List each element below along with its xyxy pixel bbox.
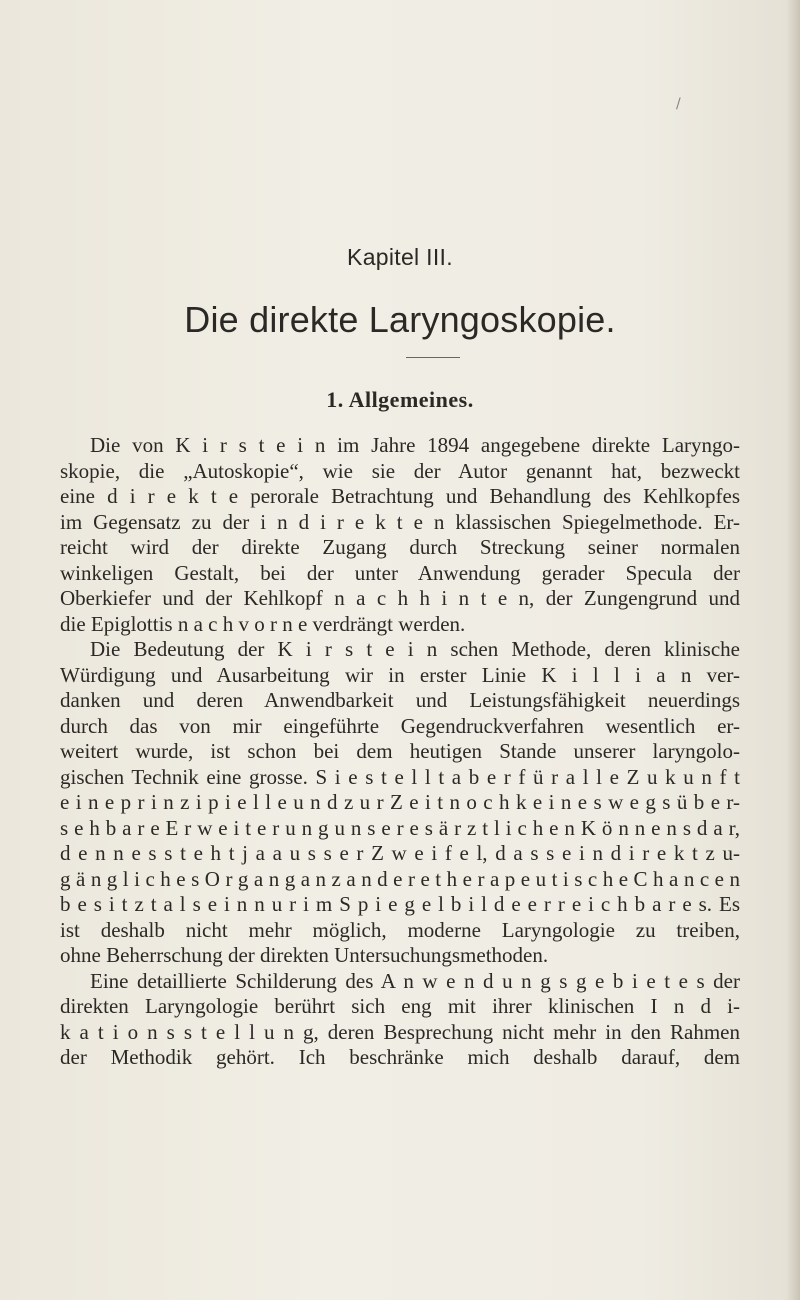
section-heading: 1. Allgemeines. xyxy=(326,387,474,412)
text-line: durch das von mir eingeführte Gegendruckverfahren wesentlich er- xyxy=(60,713,740,738)
text-line: direkten Laryngologie berührt sich eng mit ihrer klinischen I n d i- xyxy=(60,994,740,1018)
text-line: d e n n e s s t e h t j a a u s s e r Z w e i f e l, d a s s e i n d i r e k t z u- xyxy=(60,841,740,865)
text-line: g ä n g l i c h e s O r g a n g a n z a n d e r e t h e r a p e u t i s c h e C h a n c e n xyxy=(60,866,740,891)
text-line: Oberkiefer und der Kehlkopf n a c h h i n t e n, der Zungengrund und xyxy=(60,586,740,610)
title-divider xyxy=(406,357,460,358)
text-line: gischen Technik eine grosse. S i e s t e l l t a b e r f ü r a l l e Z u k u n f t xyxy=(60,764,740,789)
text-line: k a t i o n s s t e l l u n g, deren Besprechung nicht mehr in den Rahmen xyxy=(60,1019,740,1044)
text-line: im Gegensatz zu der i n d i r e k t e n klassischen Spiegelmethode. Er- xyxy=(60,509,740,534)
text-line: e i n e p r i n z i p i e l l e u n d z u r Z e i t n o c h k e i n e s w e g s ü b e r- xyxy=(60,790,740,814)
text-line: Würdigung und Ausarbeitung wir in erster Linie K i l l i a n ver- xyxy=(60,662,740,687)
text-line: ohne Beherrschung der direkten Untersuchungsmethoden. xyxy=(60,943,549,967)
text-line: Die Bedeutung der K i r s t e i n schen Methode, deren klinische xyxy=(90,637,740,661)
text-line: danken und deren Anwendbarkeit und Leistungsfähigkeit neuerdings xyxy=(60,688,740,712)
page-edge-shadow xyxy=(786,0,800,1300)
text-line: s e h b a r e E r w e i t e r u n g u n s e r e s ä r z t l i c h e n K ö n n e n s d a r, xyxy=(60,815,740,840)
text-line: ist deshalb nicht mehr möglich, moderne Laryngologie zu treiben, xyxy=(60,917,740,942)
text-line: eine d i r e k t e perorale Betrachtung und Behandlung des Kehlkopfes xyxy=(60,484,740,508)
page-title: Die direkte Laryngoskopie. xyxy=(184,299,616,340)
text-line: skopie, die „Autoskopie“, wie sie der Autor genannt hat, bezweckt xyxy=(60,458,740,483)
text-line: die Epiglottis n a c h v o r n e verdrängt werden. xyxy=(60,611,466,636)
text-line: der Methodik gehört. Ich beschränke mich deshalb darauf, dem xyxy=(60,1045,740,1069)
text-line: Eine detaillierte Schilderung des A n w e n d u n g s g e b i e t e s der xyxy=(90,968,740,993)
text-line: b e s i t z t a l s e i n n u r i m S p i e g e l b i l d e e r r e i c h b a r e s. Es xyxy=(60,892,740,916)
text-line: Die von K i r s t e i n im Jahre 1894 angegebene direkte Laryngo- xyxy=(90,433,740,457)
text-line: weitert wurde, ist schon bei dem heutigen Stande unserer laryngolo- xyxy=(60,739,740,763)
body-text xyxy=(60,433,740,1071)
margin-mark: / xyxy=(676,96,681,112)
text-line: reicht wird der direkte Zugang durch Streckung seiner normalen xyxy=(60,535,740,559)
text-line: winkeligen Gestalt, bei der unter Anwendung gerader Specula der xyxy=(60,560,740,585)
chapter-heading: Kapitel III. xyxy=(347,244,453,270)
